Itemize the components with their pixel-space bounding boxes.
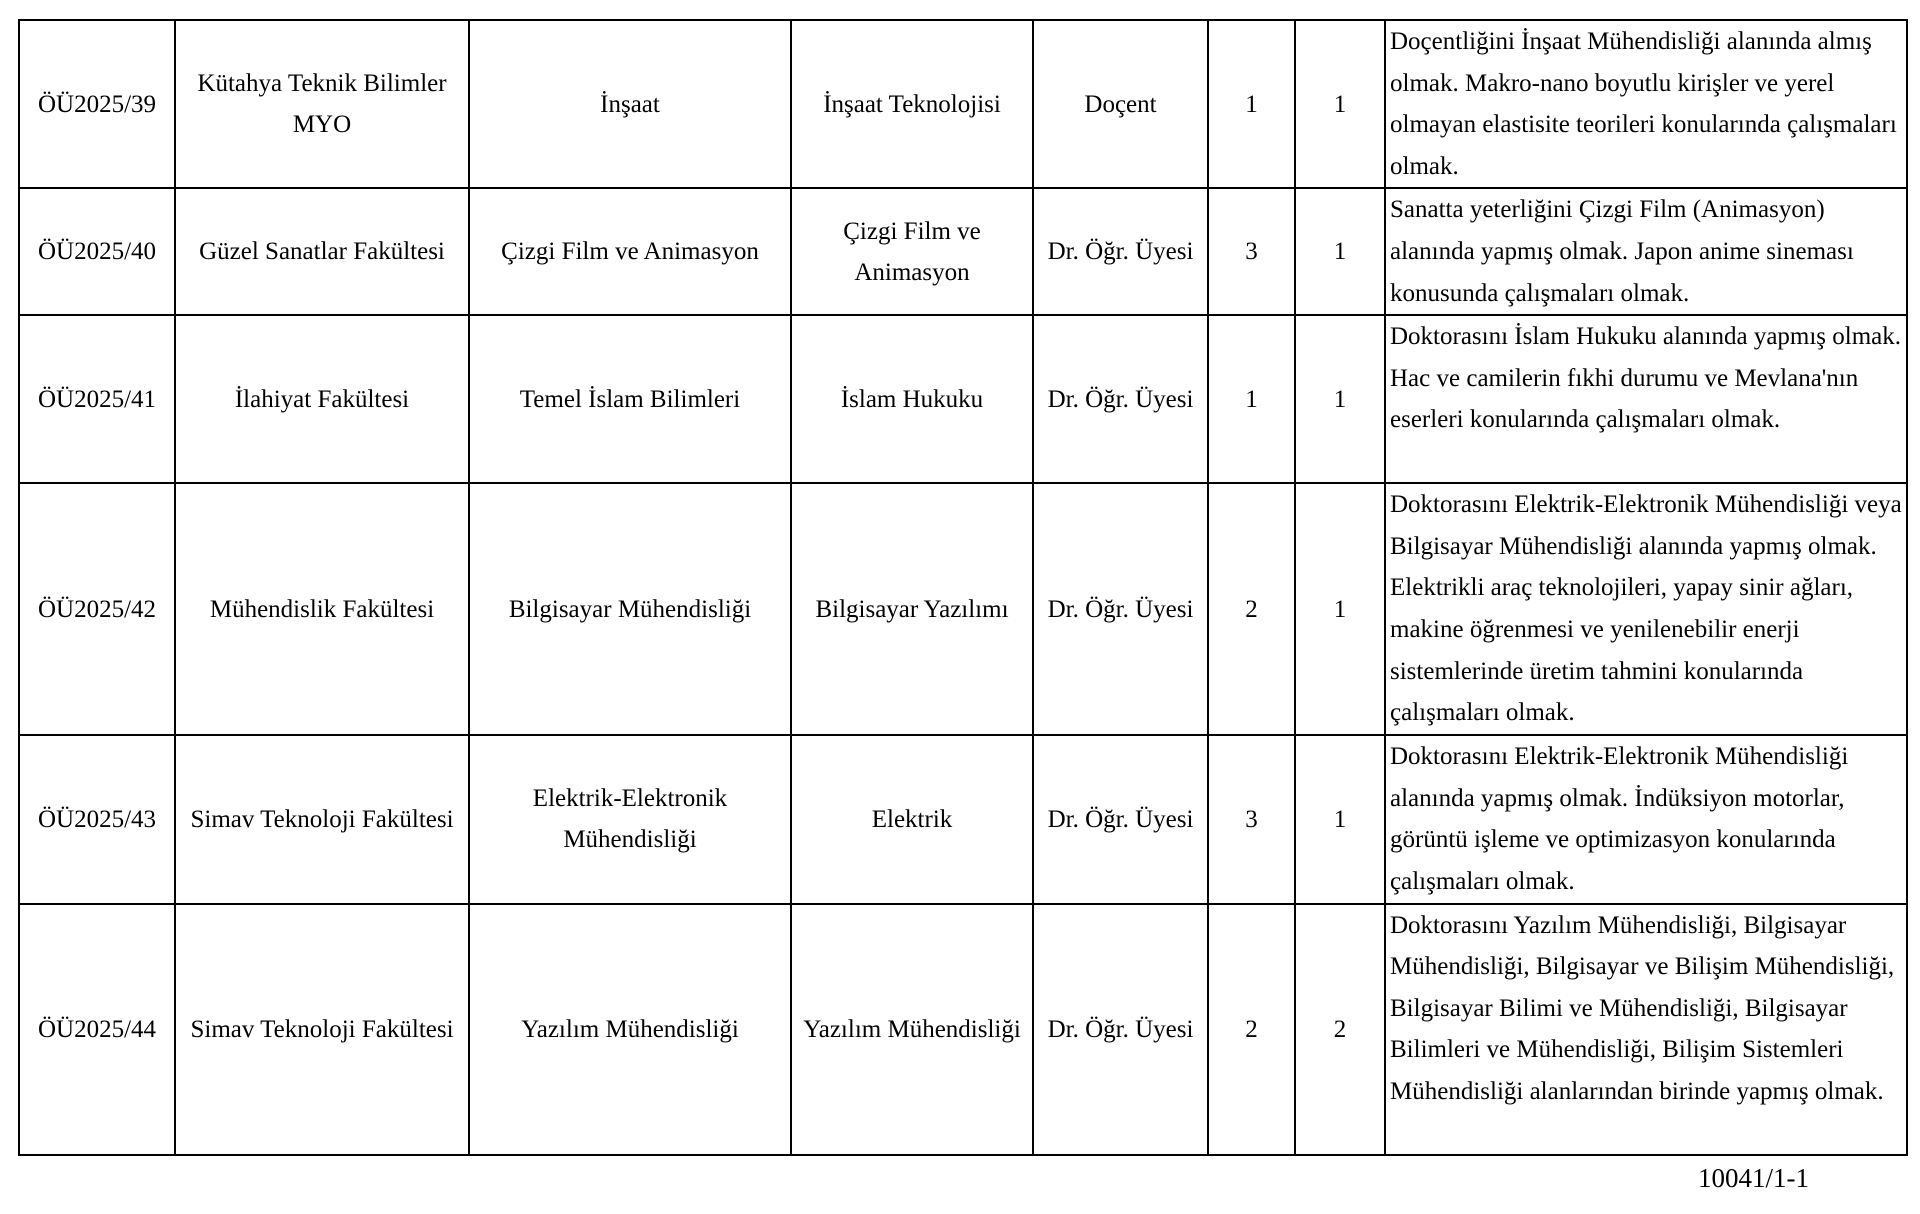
academic-title-cell: Dr. Öğr. Üyesi — [1033, 188, 1208, 315]
unit-cell: Mühendislik Fakültesi — [175, 483, 469, 735]
unit-cell: Güzel Sanatlar Fakültesi — [175, 188, 469, 315]
department-cell: İnşaat — [469, 20, 791, 188]
table-row — [19, 188, 1907, 315]
document-number: 10041/1-1 — [1698, 1163, 1809, 1193]
requirements-cell: Doktorasını Elektrik-Elektronik Mühendisliği alanında yapmış olmak. İndüksiyon motorlar, görüntü işleme ve optimizasyon konularında çalışmaları olmak. — [1385, 735, 1907, 903]
position-count-cell: 1 — [1295, 188, 1385, 315]
academic-title-cell: Dr. Öğr. Üyesi — [1033, 904, 1208, 1155]
program-cell: Yazılım Mühendisliği — [791, 904, 1033, 1155]
unit-cell: Simav Teknoloji Fakültesi — [175, 735, 469, 903]
table-row — [19, 315, 1907, 483]
position-count-cell: 1 — [1295, 483, 1385, 735]
degree-cell: 3 — [1208, 188, 1295, 315]
unit-cell: Simav Teknoloji Fakültesi — [175, 904, 469, 1155]
department-cell: Yazılım Mühendisliği — [469, 904, 791, 1155]
academic-title-cell: Dr. Öğr. Üyesi — [1033, 483, 1208, 735]
program-cell: Çizgi Film ve Animasyon — [791, 188, 1033, 315]
degree-cell: 2 — [1208, 483, 1295, 735]
position-count-cell: 2 — [1295, 904, 1385, 1155]
unit-cell: Kütahya Teknik Bilimler MYO — [175, 20, 469, 188]
table-row — [19, 904, 1907, 1155]
positions-table — [18, 19, 1908, 1156]
requirements-cell: Doktorasını Yazılım Mühendisliği, Bilgisayar Mühendisliği, Bilgisayar ve Bilişim Mühendisliği, Bilgisayar Bilimi ve Mühendisliği, Bilgisayar Bilimleri ve Mühendisliği, Bilişim Sistemleri Mühendisliği alanlarından birinde yapmış olmak. — [1385, 904, 1907, 1155]
position-count-cell: 1 — [1295, 735, 1385, 903]
requirements-cell: Doçentliğini İnşaat Mühendisliği alanında almış olmak. Makro-nano boyutlu kirişler ve yerel olmayan elastisite teorileri konularında çalışmaları olmak. — [1385, 20, 1907, 188]
program-cell: Elektrik — [791, 735, 1033, 903]
department-cell: Bilgisayar Mühendisliği — [469, 483, 791, 735]
department-cell: Elektrik-Elektronik Mühendisliği — [469, 735, 791, 903]
degree-cell: 3 — [1208, 735, 1295, 903]
academic-title-cell: Dr. Öğr. Üyesi — [1033, 315, 1208, 483]
academic-title-cell: Dr. Öğr. Üyesi — [1033, 735, 1208, 903]
department-cell: Temel İslam Bilimleri — [469, 315, 791, 483]
position-code-cell: ÖÜ2025/42 — [19, 483, 175, 735]
program-cell: İslam Hukuku — [791, 315, 1033, 483]
position-code-cell: ÖÜ2025/41 — [19, 315, 175, 483]
position-count-cell: 1 — [1295, 20, 1385, 188]
degree-cell: 1 — [1208, 20, 1295, 188]
table-row — [19, 20, 1907, 188]
position-code-cell: ÖÜ2025/40 — [19, 188, 175, 315]
degree-cell: 2 — [1208, 904, 1295, 1155]
table-row — [19, 483, 1907, 735]
program-cell: Bilgisayar Yazılımı — [791, 483, 1033, 735]
unit-cell: İlahiyat Fakültesi — [175, 315, 469, 483]
position-code-cell: ÖÜ2025/39 — [19, 20, 175, 188]
table-row — [19, 735, 1907, 903]
department-cell: Çizgi Film ve Animasyon — [469, 188, 791, 315]
position-count-cell: 1 — [1295, 315, 1385, 483]
position-code-cell: ÖÜ2025/43 — [19, 735, 175, 903]
position-code-cell: ÖÜ2025/44 — [19, 904, 175, 1155]
requirements-cell: Doktorasını İslam Hukuku alanında yapmış olmak. Hac ve camilerin fıkhi durumu ve Mevlana'nın eserleri konularında çalışmaları olmak. — [1385, 315, 1907, 483]
degree-cell: 1 — [1208, 315, 1295, 483]
academic-title-cell: Doçent — [1033, 20, 1208, 188]
requirements-cell: Sanatta yeterliğini Çizgi Film (Animasyon) alanında yapmış olmak. Japon anime sineması konusunda çalışmaları olmak. — [1385, 188, 1907, 315]
requirements-cell: Doktorasını Elektrik-Elektronik Mühendisliği veya Bilgisayar Mühendisliği alanında yapmış olmak. Elektrikli araç teknolojileri, yapay sinir ağları, makine öğrenmesi ve yenilenebilir enerji sistemlerinde üretim tahmini konularında çalışmaları olmak. — [1385, 483, 1907, 735]
program-cell: İnşaat Teknolojisi — [791, 20, 1033, 188]
